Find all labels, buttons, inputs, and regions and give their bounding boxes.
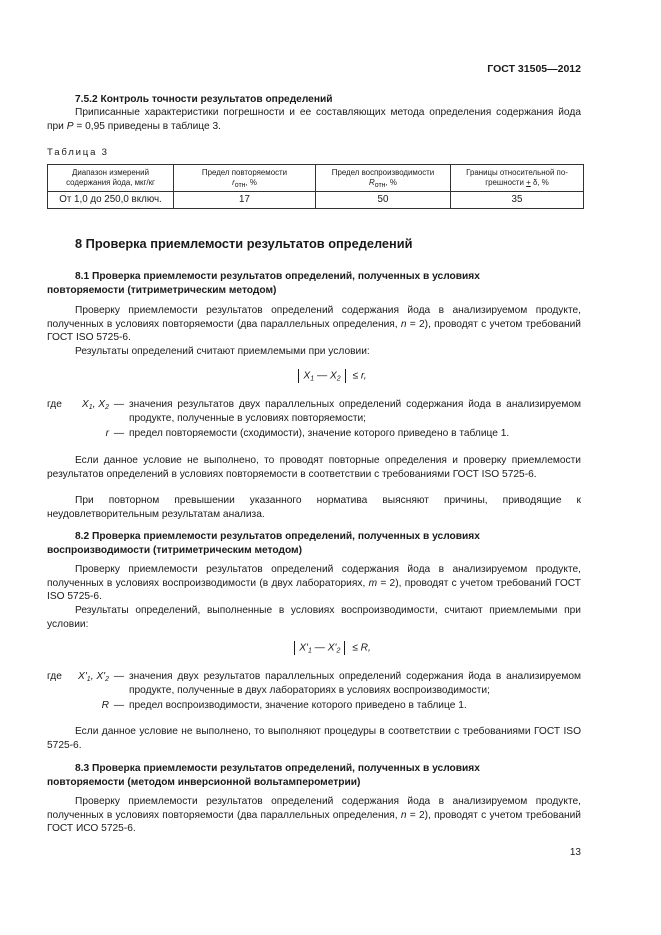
section-8-1-para-4: При повторном превышении указанного норматива выясняют причины, приводящие к неудовлетворительным результатам анализа. xyxy=(47,495,581,520)
abs-bar-right xyxy=(345,369,346,383)
page-number: 13 xyxy=(569,847,581,858)
definition-r: r — предел повторяемости (сходимости), значение которого приведено в таблице 1. xyxy=(105,428,510,439)
table-cell-delta: 35 xyxy=(451,192,584,209)
section-8-3-para-1: Проверку приемлемости результатов определений содержания йода в анализируемом продукте, полученных в условиях повторяемости (два параллельных определения, n = 2), проводят с учетом требований ГОСТ ИСО 5725-6. xyxy=(47,796,581,835)
definition-x1p-x2p: где $X'_1$, $X'_2$ — значения двух результатов параллельных определений содержания йода в анализируемом продукте, полученные в двух лабораториях в условиях воспроизводимости; xyxy=(47,671,581,696)
section-7-5-2-title: 7.5.2 Контроль точности результатов определений xyxy=(75,94,333,105)
formula-reproducibility: $X'_1$ — $X'_2 \le R$, xyxy=(0,641,661,655)
section-8-1-para-2: Результаты определений считают приемлемыми при условии: xyxy=(75,346,370,357)
table-header-range: Диапазон измерений содержания йода, мкг/кг xyxy=(48,165,174,192)
section-8-2-title: 8.2 Проверка приемлемости результатов определений, полученных в условиях воспроизводимости (титриметрическим методом) xyxy=(47,531,480,556)
definition-x1-x2: где $X_1$, $X_2$ — значения результатов двух параллельных определений содержания йода в анализируемом продукте, полученные в условиях повторяемости; xyxy=(47,399,581,424)
table-3 xyxy=(47,164,584,209)
section-8-title: 8 Проверка приемлемости результатов определений xyxy=(75,236,413,251)
table-header-row xyxy=(48,165,584,192)
section-8-2-para-2: Результаты определений, выполненные в условиях воспроизводимости, считают приемлемыми при условии: xyxy=(47,605,581,630)
table-header-repeatability: Предел повторяемости $r_{отн}$, % xyxy=(174,165,316,192)
section-8-1-para-3: Если данное условие не выполнено, то проводят повторные определения и проверку приемлемости результатов определений в условиях повторяемости в соответствии с требованиями ГОСТ ISO 5725-6. xyxy=(47,455,581,480)
table-cell-r: 17 xyxy=(174,192,316,209)
section-8-2-para-3: Если данное условие не выполнено, то выполняют процедуры в соответствии с требованиями ГОСТ ISO 5725-6. xyxy=(47,726,581,751)
table-header-error: Границы относительной по- грешности + δ, % xyxy=(451,165,584,192)
abs-bar-right xyxy=(344,641,345,655)
section-7-5-2-text: Приписанные характеристики погрешности и ее составляющих метода определения содержания йода при P = 0,95 приведены в таблице 3. xyxy=(47,107,581,132)
definition-R: R — предел воспроизводимости, значение которого приведено в таблице 1. xyxy=(101,700,467,711)
section-8-1-para-1: Проверку приемлемости результатов определений содержания йода в анализируемом продукте, полученных в условиях повторяемости (два параллельных определения, n = 2), проводят с учетом требований ГОСТ ISO 5725-6. xyxy=(47,305,581,344)
abs-bar-left xyxy=(298,369,299,383)
formula-repeatability: $X_1$ — $X_2 \le r$, xyxy=(0,369,661,383)
table-cell-range: От 1,0 до 250,0 включ. xyxy=(48,192,174,209)
section-8-3-title: 8.3 Проверка приемлемости результатов определений, полученных в условиях повторяемости (методом инверсионной вольтамперометрии) xyxy=(47,763,480,788)
table-row xyxy=(48,192,584,209)
document-code: ГОСТ 31505—2012 xyxy=(487,63,581,75)
abs-bar-left xyxy=(294,641,295,655)
table-cell-R: 50 xyxy=(316,192,451,209)
table-header-reproducibility: Предел воспроизводимости $R_{отн}$, % xyxy=(316,165,451,192)
section-8-2-para-1: Проверку приемлемости результатов определений содержания йода в анализируемом продукте, полученных в условиях воспроизводимости (в двух лабораториях, m = 2), проводят с учетом требований ГОСТ ISO 5725-6. xyxy=(47,564,581,603)
section-8-1-title: 8.1 Проверка приемлемости результатов определений, полученных в условиях повторяемости (титриметрическим методом) xyxy=(47,271,480,296)
table-caption: Таблица 3 xyxy=(47,147,109,158)
